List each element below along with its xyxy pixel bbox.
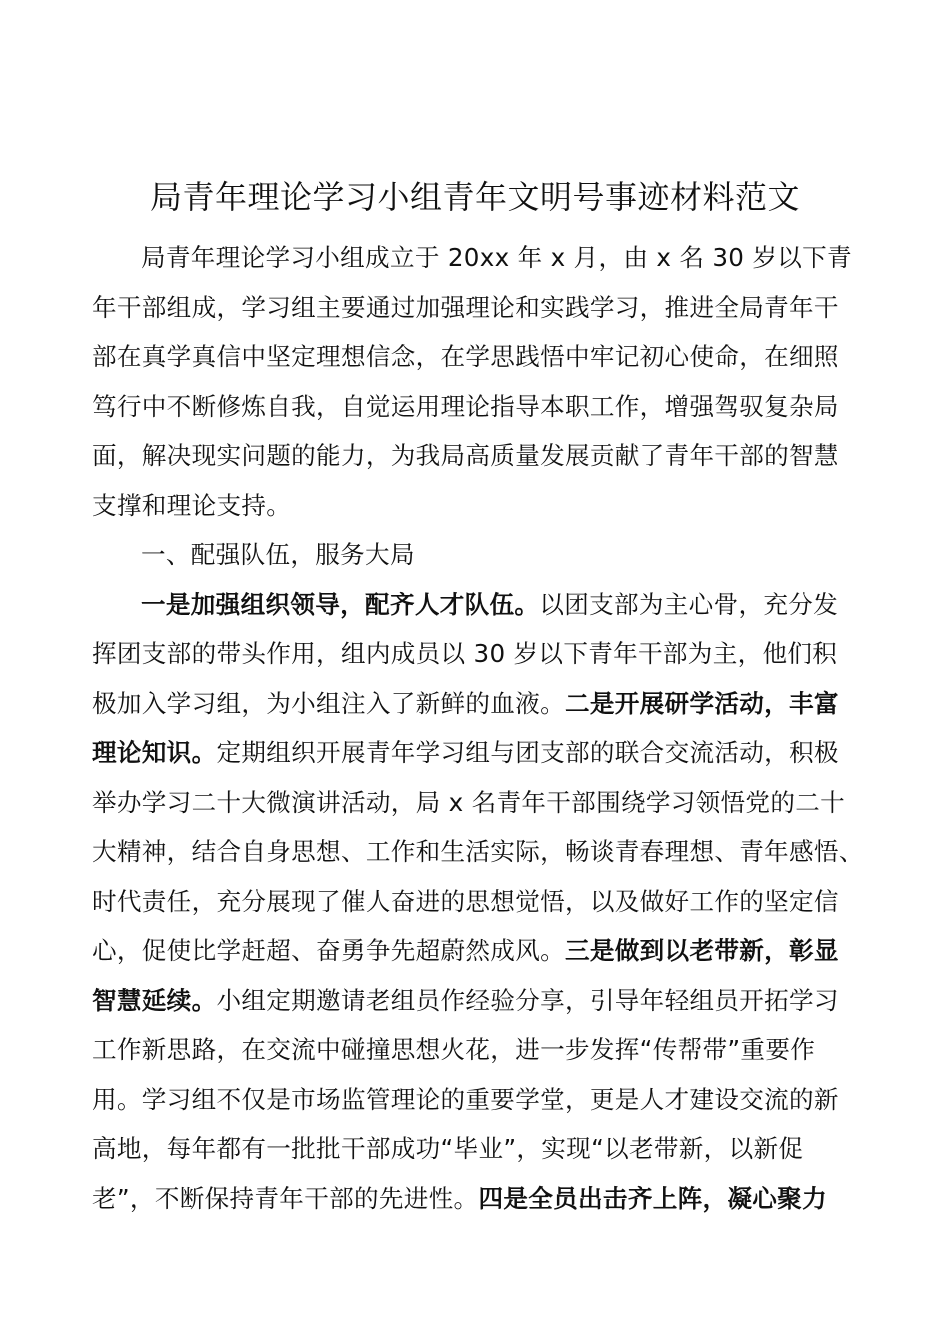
paragraph-line: 用。学习组不仅是市场监管理论的重要学堂，更是人才建设交流的新 bbox=[92, 1084, 839, 1114]
intro-line: 年干部组成，学习组主要通过加强理论和实践学习，推进全局青年干 bbox=[92, 292, 839, 322]
bold-lead: 四是全员出击齐上阵，凝心聚力 bbox=[478, 1183, 827, 1213]
paragraph-line bbox=[92, 679, 862, 729]
line-text: 以团支部为主心骨，充分发 bbox=[539, 589, 839, 619]
paragraph-line bbox=[92, 926, 862, 976]
paragraph-line bbox=[92, 976, 862, 1026]
intro-line: 局青年理论学习小组成立于 20xx 年 x 月，由 x 名 30 岁以下青 bbox=[141, 243, 852, 272]
bold-lead: 二是开展研学活动，丰富 bbox=[564, 688, 839, 718]
line-text: 老”，不断保持青年干部的先进性。 bbox=[92, 1183, 479, 1213]
bold-lead: 理论知识。 bbox=[92, 738, 217, 767]
paragraph-line: 时代责任，充分展现了催人奋进的思想觉悟，以及做好工作的坚定信 bbox=[92, 886, 839, 916]
bold-lead: 一是加强组织领导，配齐人才队伍。 bbox=[141, 589, 540, 619]
bold-lead: 三是做到以老带新，彰显 bbox=[564, 936, 839, 965]
line-text: 心，促使比学赶超、奋勇争先超蔚然成风。 bbox=[92, 936, 565, 965]
paragraph-line bbox=[92, 580, 862, 630]
paragraph-line: 挥团支部的带头作用，组内成员以 30 岁以下青年干部为主，他们积 bbox=[92, 639, 838, 668]
intro-line: 面，解决现实问题的能力，为我局高质量发展贡献了青年干部的智慧 bbox=[92, 441, 839, 470]
paragraph-line: 工作新思路，在交流中碰撞思想火花，进一步发挥“传帮带”重要作 bbox=[92, 1035, 816, 1064]
line-text: 小组定期邀请老组员作经验分享，引导年轻组员开拓学习 bbox=[216, 985, 839, 1015]
bold-lead: 智慧延续。 bbox=[92, 985, 217, 1015]
section-heading: 一、配强队伍，服务大局 bbox=[141, 540, 415, 569]
paragraph-line: 举办学习二十大微演讲活动，局 x 名青年干部围绕学习领悟党的二十 bbox=[92, 787, 846, 817]
paragraph-line bbox=[92, 728, 862, 778]
paragraph-line: 大精神，结合自身思想、工作和生活实际，畅谈青春理想、青年感悟、 bbox=[92, 837, 864, 866]
document-title: 局青年理论学习小组青年文明号事迹材料范文 bbox=[149, 178, 800, 216]
paragraph-line bbox=[92, 1174, 862, 1224]
document-body bbox=[92, 233, 862, 1223]
intro-line: 支撑和理论支持。 bbox=[92, 490, 292, 520]
line-text: 极加入学习组，为小组注入了新鲜的血液。 bbox=[92, 688, 565, 718]
intro-line: 笃行中不断修炼自我，自觉运用理论指导本职工作，增强驾驭复杂局 bbox=[92, 391, 839, 421]
paragraph-line: 高地，每年都有一批批干部成功“毕业”，实现“以老带新，以新促 bbox=[92, 1134, 804, 1163]
line-text: 定期组织开展青年学习组与团支部的联合交流活动，积极 bbox=[216, 738, 839, 767]
intro-line: 部在真学真信中坚定理想信念，在学思践悟中牢记初心使命，在细照 bbox=[92, 342, 839, 371]
